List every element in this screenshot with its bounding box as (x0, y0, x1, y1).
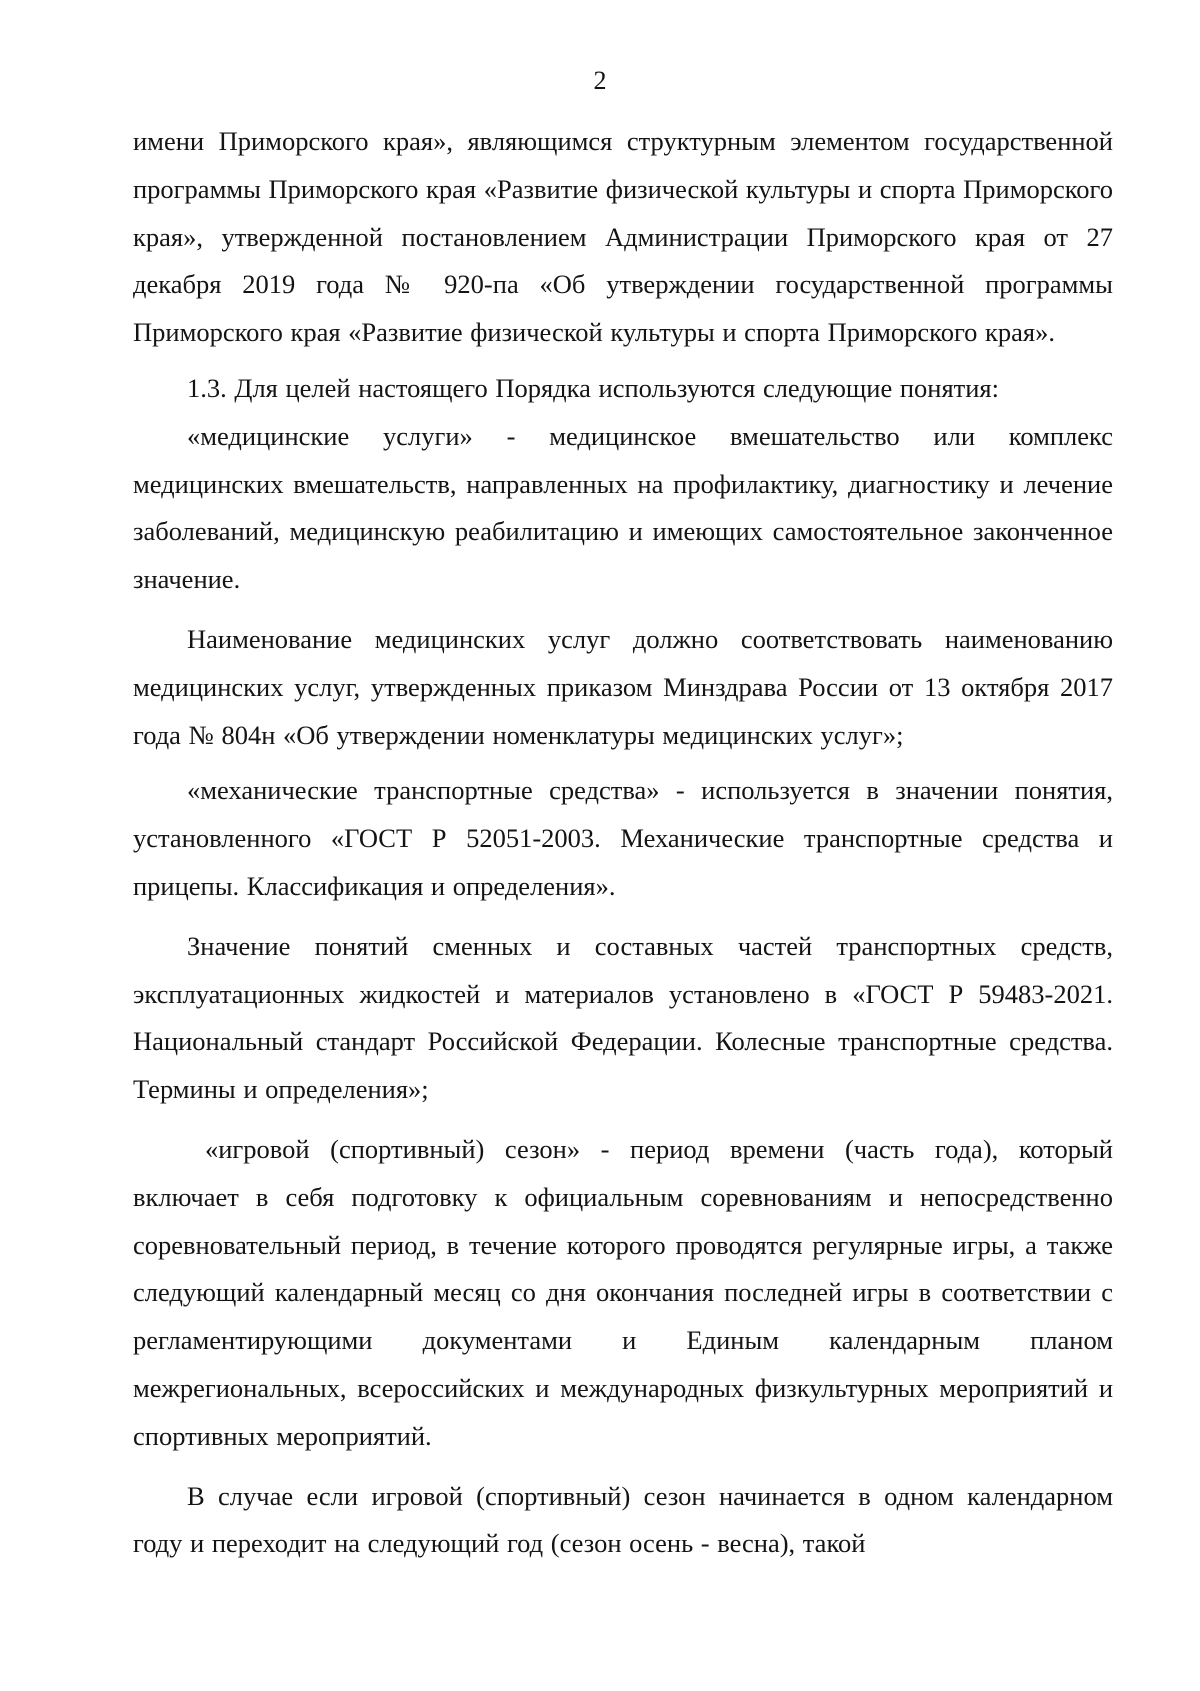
paragraph-game-season: «игровой (спортивный) сезон» - период времени (часть года), который включает в себя подготовку к официальным соревнованиям и непосредственно соревновательный период, в течение которого проводятся регулярные игры, а также следующий календарный месяц со дня окончания последней игры в соответствии с регламентирующими документами и Единым календарным планом межрегиональных, всероссийских и международных физкультурных мероприятий и спортивных мероприятий. (133, 1133, 1113, 1451)
page-number: 2 (593, 66, 607, 95)
paragraph-motor-vehicles: «механические транспортные средства» - используется в значении понятия, установленного «ГОСТ Р 52051-2003. Механические транспортные средства и прицепы. Классификация и определения». (133, 775, 1113, 901)
paragraph-medical-services: «медицинские услуги» - медицинское вмешательство или комплекс медицинских вмешательств, направленных на профилактику, диагностику и лечение заболеваний, медицинскую реабилитацию и имеющих самостоятельное законченное значение. (133, 420, 1113, 595)
document-body (133, 118, 1113, 1568)
paragraph-program-reference: имени Приморского края», являющимся структурным элементом государственной программы Приморского края «Развитие физической культуры и спорта Приморского края», утвержденной постановлением Администрации Приморского края от 27 декабря 2019 года № 920-па «Об утверждении государственной программы Приморского края «Развитие физической культуры и спорта Приморского края». (133, 126, 1113, 348)
paragraph-season-crossing-year: В случае если игровой (спортивный) сезон начинается в одном календарном году и переходит на следующий год (сезон осень - весна), такой (133, 1480, 1113, 1559)
paragraph-medical-services-naming: Наименование медицинских услуг должно соответствовать наименованию медицинских услуг, утвержденных приказом Минздрава России от 13 октября 2017 года № 804н «Об утверждении номенклатуры медицинских услуг»; (133, 623, 1113, 750)
paragraph-vehicle-parts: Значение понятий сменных и составных частей транспортных средств, эксплуатационных жидкостей и материалов установлено в «ГОСТ Р 59483-2021. Национальный стандарт Российской Федерации. Колесные транспортные средства. Термины и определения»; (133, 930, 1113, 1105)
paragraph-definitions-intro: 1.3. Для целей настоящего Порядка используются следующие понятия: (187, 372, 999, 403)
